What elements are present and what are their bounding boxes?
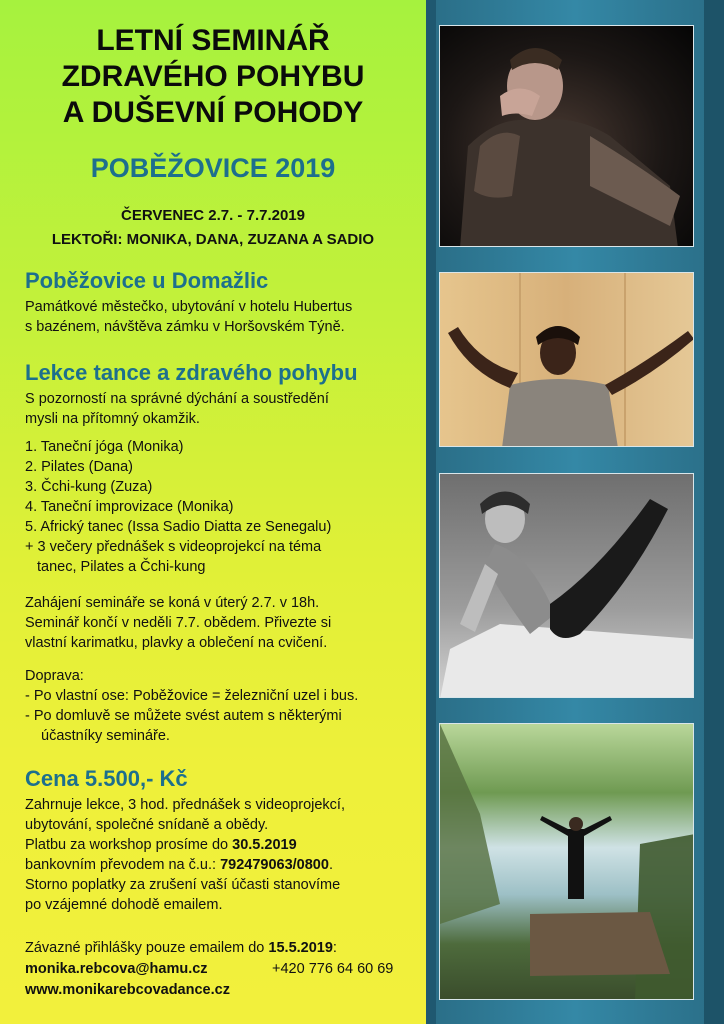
schedule-line-2: Seminář končí v neděli 7.7. obědem. Přivezte si: [25, 615, 332, 631]
location-line-1: Památkové městečko, ubytování v hotelu Hubertus: [25, 299, 353, 315]
list-item: 1. Taneční jóga (Monika): [25, 439, 184, 455]
bank-text: bankovním převodem na č.u.:: [25, 857, 221, 873]
price-heading: Cena 5.500,- Kč: [25, 766, 188, 791]
contact-email[interactable]: monika.rebcova@hamu.cz: [25, 961, 208, 977]
bank-dot: .: [328, 857, 333, 873]
payment-text: Platbu za workshop prosíme do: [25, 837, 233, 853]
payment-deadline: 30.5.2019: [232, 837, 297, 853]
list-item: + 3 večery přednášek s videoprojekcí na téma: [25, 539, 322, 555]
bank-account: 792479063/0800: [220, 857, 329, 873]
photo-african-dancer: [439, 272, 694, 447]
title-line-1: LETNÍ SEMINÁŘ: [96, 24, 330, 57]
photo-pilates: [439, 473, 694, 698]
transport-item-1: - Po vlastní ose: Poběžovice = železniční uzel i bus.: [25, 688, 359, 704]
contact-phone: +420 776 64 60 69: [272, 961, 394, 977]
schedule-line-1: Zahájení semináře se koná v úterý 2.7. v 18h.: [25, 595, 320, 611]
list-item: 5. Africký tanec (Issa Sadio Diatta ze Senegalu): [25, 519, 332, 535]
town-heading: POBĚŽOVICE 2019: [90, 153, 336, 183]
lecturers: LEKTOŘI: MONIKA, DANA, ZUZANA A SADIO: [51, 231, 375, 248]
website-link[interactable]: www.monikarebcovadance.cz: [25, 982, 230, 998]
location-heading: Poběžovice u Domažlic: [25, 268, 269, 293]
list-item: tanec, Pilates a Čchi-kung: [37, 559, 206, 575]
transport-item-3: účastníky semináře.: [41, 728, 170, 744]
list-item: 3. Čchi-kung (Zuza): [25, 479, 153, 495]
pilates-illustration: [440, 474, 694, 698]
price-line-6: po vzájemné dohodě emailem.: [25, 897, 223, 913]
location-line-2: s bazénem, návštěva zámku v Horšovském Týně.: [25, 319, 345, 335]
price-line-5: Storno poplatky za zrušení vaší účasti stanovíme: [25, 877, 341, 893]
registration-line: [25, 938, 337, 958]
dates: ČERVENEC 2.7. - 7.7.2019: [121, 207, 305, 224]
registration-deadline: 15.5.2019: [268, 940, 333, 956]
transport-heading: Doprava:: [25, 668, 84, 684]
price-line-2: ubytování, společné snídaně a obědy.: [25, 817, 269, 833]
schedule-line-3: vlastní karimatku, plavky a oblečení na cvičení.: [25, 635, 328, 651]
african-dancer-illustration: [440, 273, 694, 447]
price-line-1: Zahrnuje lekce, 3 hod. přednášek s videoprojekcí,: [25, 797, 345, 813]
registration-text: Závazné přihlášky pouze emailem do: [25, 940, 269, 956]
column-edge-right: [704, 0, 724, 1024]
title-line-3: A DUŠEVNÍ POHODY: [62, 96, 364, 129]
lessons-heading: Lekce tance a zdravého pohybu: [25, 360, 358, 385]
lessons-intro-2: mysli na přítomný okamžik.: [25, 411, 200, 427]
list-item: 2. Pilates (Dana): [25, 459, 133, 475]
lake-illustration: [440, 724, 694, 1000]
lessons-list: [25, 437, 331, 577]
price-line-3: [25, 835, 297, 855]
transport-item-2: - Po domluvě se můžete svést autem s některými: [25, 708, 342, 724]
meditating-man-illustration: [440, 26, 694, 247]
list-item: 4. Taneční improvizace (Monika): [25, 499, 234, 515]
photo-column: [426, 0, 724, 1024]
price-line-4: [25, 855, 333, 875]
photo-lake: [439, 723, 694, 1000]
column-edge-left: [426, 0, 436, 1024]
registration-colon: :: [332, 940, 337, 956]
title-line-2: ZDRAVÉHO POHYBU: [61, 60, 365, 93]
lessons-intro-1: S pozorností na správné dýchání a soustředění: [25, 391, 329, 407]
photo-meditating-man: [439, 25, 694, 247]
